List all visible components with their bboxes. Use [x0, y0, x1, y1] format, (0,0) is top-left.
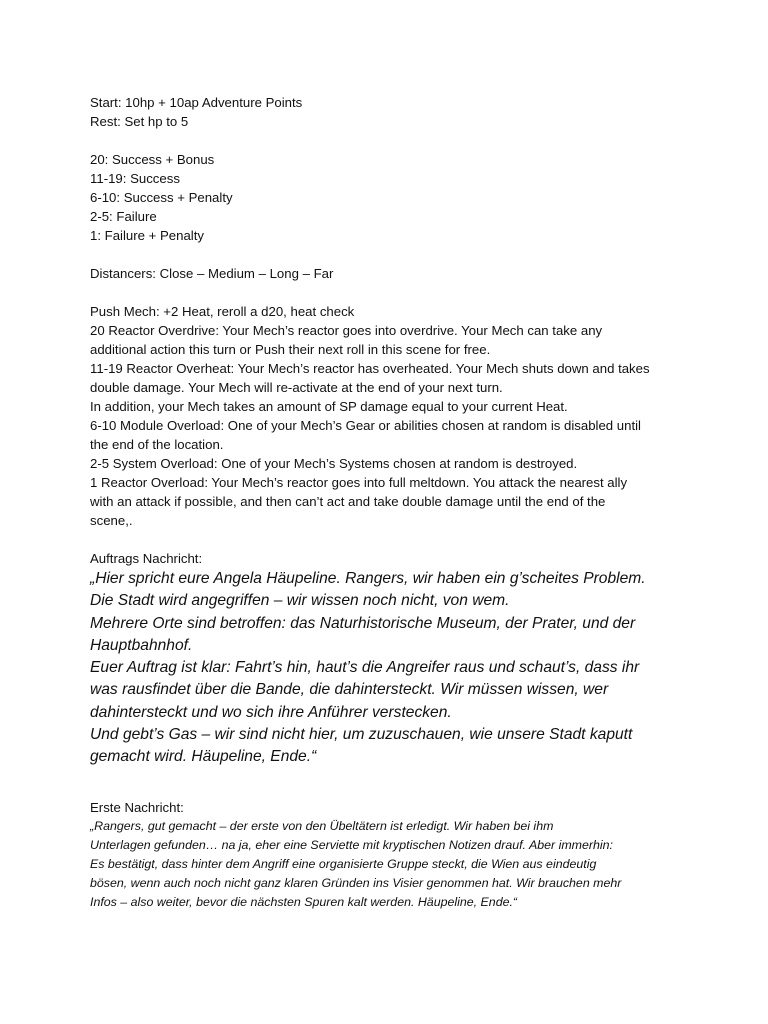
blank-line	[90, 769, 690, 798]
auftrag-message-line: was rausfindet über die Bande, die dahintersteckt. Wir müssen wissen, wer	[90, 681, 609, 699]
auftrag-message-line: gemacht wird. Häupeline, Ende.“	[90, 748, 317, 766]
push-mech-line: 2-5 System Overload: One of your Mech’s Systems chosen at random is destroyed.	[90, 456, 578, 471]
auftrag-message-line: Und gebt’s Gas – wir sind nicht hier, um zuzuschauen, wie unsere Stadt kaputt	[90, 726, 633, 744]
blank-line	[90, 530, 690, 549]
push-mech-line: Push Mech: +2 Heat, reroll a d20, heat check	[90, 304, 355, 319]
auftrag-message-line: Die Stadt wird angegriffen – wir wissen noch nicht, von wem.	[90, 592, 510, 610]
rest-rule: Rest: Set hp to 5	[90, 114, 189, 129]
push-mech-line: 20 Reactor Overdrive: Your Mech’s reactor goes into overdrive. Your Mech can take any	[90, 323, 603, 338]
push-mech-line: the end of the location.	[90, 437, 224, 452]
result-line: 20: Success + Bonus	[90, 152, 215, 167]
start-rule: Start: 10hp + 10ap Adventure Points	[90, 95, 303, 110]
result-line: 1: Failure + Penalty	[90, 228, 204, 243]
push-mech-line: In addition, your Mech takes an amount of SP damage equal to your current Heat.	[90, 399, 568, 414]
push-mech-line: 1 Reactor Overload: Your Mech’s reactor goes into full meltdown. You attack the nearest ally	[90, 475, 628, 490]
push-mech-line: double damage. Your Mech will re-activate at the end of your next turn.	[90, 380, 503, 395]
erste-message-line: bösen, wenn auch noch nicht ganz klaren Gründen ins Visier genommen hat. Wir brauchen mehr	[90, 875, 622, 890]
erste-heading: Erste Nachricht:	[90, 799, 184, 815]
erste-message-line: Infos – also weiter, bevor die nächsten Spuren kalt werden. Häupeline, Ende.“	[90, 894, 518, 909]
auftrag-message-line: „Hier spricht eure Angela Häupeline. Rangers, wir haben ein g’scheites Problem.	[90, 570, 646, 587]
result-line: 11-19: Success	[90, 171, 180, 186]
blank-line	[90, 283, 690, 302]
push-mech-line: additional action this turn or Push their next roll in this scene for free.	[90, 342, 491, 357]
blank-line	[90, 131, 690, 150]
distances-line: Distancers: Close – Medium – Long – Far	[90, 266, 334, 281]
push-mech-line: 6-10 Module Overload: One of your Mech’s Gear or abilities chosen at random is disabled until	[90, 418, 641, 433]
erste-message-line: „Rangers, gut gemacht – der erste von den Übeltätern ist erledigt. Wir haben bei ihm	[90, 818, 554, 833]
auftrag-message-line: dahintersteckt und wo sich ihre Anführer verstecken.	[90, 703, 452, 721]
push-mech-line: with an attack if possible, and then can’t act and take double damage until the end of the	[90, 494, 606, 509]
push-mech-line: 11-19 Reactor Overheat: Your Mech’s reactor has overheated. Your Mech shuts down and takes	[90, 361, 650, 376]
result-line: 2-5: Failure	[90, 209, 157, 224]
auftrag-heading: Auftrags Nachricht:	[90, 551, 203, 566]
auftrag-message-line: Mehrere Orte sind betroffen: das Naturhistorische Museum, der Prater, und der	[90, 614, 636, 632]
auftrag-message-line: Euer Auftrag ist klar: Fahrt’s hin, haut’s die Angreifer raus und schaut’s, dass ihr	[90, 659, 640, 677]
auftrag-message-line: Hauptbahnhof.	[90, 636, 193, 654]
blank-line	[90, 245, 690, 264]
erste-message-line: Unterlagen gefunden… na ja, eher eine Serviette mit kryptischen Notizen drauf. Aber immerhin:	[90, 837, 613, 852]
result-line: 6-10: Success + Penalty	[90, 190, 233, 205]
erste-message-line: Es bestätigt, dass hinter dem Angriff eine organisierte Gruppe steckt, die Wien aus eindeutig	[90, 856, 597, 871]
push-mech-line: scene,.	[90, 513, 133, 528]
document-page	[90, 93, 690, 912]
